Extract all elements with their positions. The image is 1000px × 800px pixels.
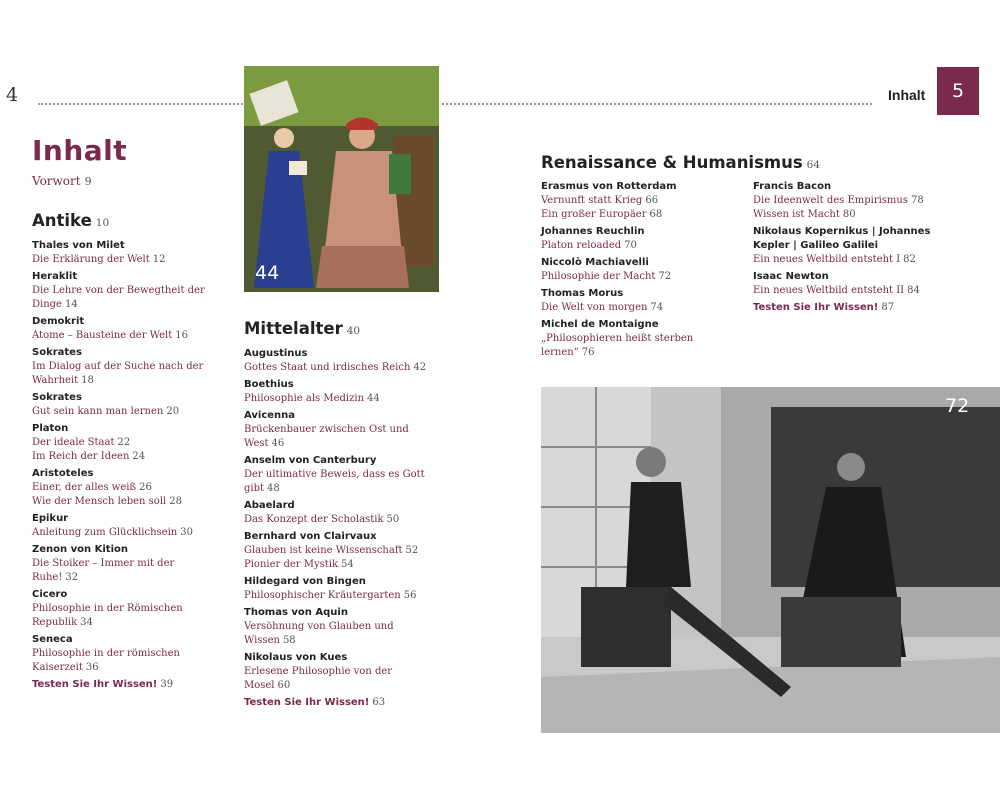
chapter-title: Ein großer Europäer xyxy=(541,209,647,220)
chapter-link[interactable] xyxy=(32,557,217,585)
chapter-title: Die Lehre von der Bewegtheit der Dinge xyxy=(32,285,205,310)
philosopher-name: Bernhard von Clairvaux xyxy=(244,531,377,542)
chapter-title: Versöhnung von Glauben und Wissen xyxy=(244,621,394,646)
chapter-page: 34 xyxy=(80,617,93,628)
philosopher-name: Hildegard von Bingen xyxy=(244,576,366,587)
chapter-title: Der ideale Staat xyxy=(32,437,115,448)
chapter-link[interactable] xyxy=(753,208,953,222)
philosopher-name: Thomas von Aquin xyxy=(244,607,348,618)
toc-entry xyxy=(244,347,434,375)
toc-entry xyxy=(32,422,217,464)
vorwort-entry[interactable] xyxy=(32,174,92,188)
chapter-title: Der ultimative Beweis, dass es Gott gibt xyxy=(244,469,425,494)
chapter-page: 18 xyxy=(81,375,94,386)
toc-entry xyxy=(541,180,731,222)
mittelalter-column xyxy=(244,318,434,710)
chapter-page: 80 xyxy=(842,209,856,220)
chapter-link[interactable] xyxy=(753,253,953,267)
toc-entry xyxy=(244,454,434,496)
philosopher-name: Sokrates xyxy=(32,347,82,358)
chapter-link[interactable] xyxy=(32,436,217,450)
philosopher-name: Heraklit xyxy=(32,271,78,282)
chapter-title: Atome – Bausteine der Welt xyxy=(32,330,173,341)
toc-entry xyxy=(541,225,731,253)
toc-list-renaissance-2 xyxy=(753,180,953,298)
toc-entry xyxy=(541,318,731,360)
chapter-link[interactable] xyxy=(541,301,731,315)
toc-entry xyxy=(32,588,217,630)
header-dotted-rule-left xyxy=(38,103,243,105)
chapter-title: Gottes Staat und irdisches Reich xyxy=(244,362,411,373)
toc-entry xyxy=(244,530,434,572)
toc-entry xyxy=(753,180,953,222)
toc-list-antike xyxy=(32,239,217,675)
toc-entry xyxy=(32,239,217,267)
toc-entry xyxy=(32,633,217,675)
chapter-title: Wissen ist Macht xyxy=(753,209,840,220)
chapter-link[interactable] xyxy=(32,647,217,675)
chapter-page: 28 xyxy=(169,496,182,507)
renaissance-column-1 xyxy=(541,180,731,363)
chapter-title: Das Konzept der Scholastik xyxy=(244,514,384,525)
chapter-page: 42 xyxy=(413,362,427,373)
page-title: Inhalt xyxy=(32,134,128,167)
chapter-title: Philosophie als Medizin xyxy=(244,393,365,404)
chapter-title: Die Erklärung der Welt xyxy=(32,254,150,265)
chapter-page: 54 xyxy=(341,559,354,570)
philosopher-name: Nikolaus von Kues xyxy=(244,652,348,663)
toc-entry xyxy=(244,409,434,451)
chapter-page: 22 xyxy=(117,437,131,448)
philosopher-name: Aristoteles xyxy=(32,468,94,479)
chapter-link[interactable] xyxy=(753,284,953,298)
section-heading-renaissance: Renaissance & Humanismus 64 xyxy=(541,153,821,172)
philosopher-name: Nikolaus Kopernikus | Johannes Kepler | Galileo Galilei xyxy=(753,226,931,251)
toc-entry xyxy=(541,256,731,284)
chapter-title: Philosophie der Macht xyxy=(541,271,656,282)
chapter-link[interactable] xyxy=(32,450,217,464)
chapter-title: Wie der Mensch leben soll xyxy=(32,496,167,507)
chapter-page: 48 xyxy=(267,483,280,494)
chapter-page: 32 xyxy=(65,572,79,583)
chapter-page: 30 xyxy=(180,527,193,538)
toc-list-mittelalter xyxy=(244,347,434,693)
antike-column xyxy=(32,210,217,692)
chapter-page: 24 xyxy=(132,451,146,462)
toc-entry xyxy=(32,512,217,540)
chapter-title: Philosophischer Kräutergarten xyxy=(244,590,401,601)
chapter-link[interactable] xyxy=(32,284,217,312)
chapter-link[interactable] xyxy=(541,208,731,222)
philosopher-name: Michel de Montaigne xyxy=(541,319,659,330)
chapter-title: Erlesene Philosophie von der Mosel xyxy=(244,666,393,691)
philosopher-name: Francis Bacon xyxy=(753,181,832,192)
chapter-title: Glauben ist keine Wissenschaft xyxy=(244,545,403,556)
chapter-link[interactable] xyxy=(32,405,217,419)
chapter-page: 70 xyxy=(624,240,637,251)
chapter-title: Die Welt von morgen xyxy=(541,302,648,313)
toc-entry xyxy=(244,575,434,603)
chapter-page: 16 xyxy=(175,330,189,341)
philosopher-name: Cicero xyxy=(32,589,68,600)
medieval-illustration xyxy=(244,66,439,292)
toc-entry xyxy=(32,270,217,312)
chapter-page: 60 xyxy=(277,680,291,691)
chapter-page: 56 xyxy=(403,590,417,601)
right-page-number: 5 xyxy=(951,80,965,102)
philosopher-name: Abaelard xyxy=(244,500,295,511)
chapter-title: Einer, der alles weiß xyxy=(32,482,137,493)
philosopher-name: Platon xyxy=(32,423,69,434)
header-dotted-rule-right xyxy=(442,103,872,105)
philosopher-name: Niccolò Machiavelli xyxy=(541,257,649,268)
chapter-page: 82 xyxy=(903,254,916,265)
chapter-link[interactable] xyxy=(244,589,434,603)
chapter-page: 26 xyxy=(139,482,152,493)
chapter-title: Vernunft statt Krieg xyxy=(541,195,643,206)
image-page-number-72: 72 xyxy=(945,395,970,417)
chapter-page: 36 xyxy=(85,662,99,673)
chapter-link[interactable] xyxy=(541,332,731,360)
philosopher-name: Anselm von Canterbury xyxy=(244,455,377,466)
chapter-link[interactable] xyxy=(32,602,217,630)
chapter-link[interactable] xyxy=(244,620,434,648)
chapter-title: Ein neues Weltbild entsteht I xyxy=(753,254,901,265)
chapter-link[interactable] xyxy=(32,253,217,267)
philosopher-name: Epikur xyxy=(32,513,69,524)
philosopher-name: Thomas Morus xyxy=(541,288,624,299)
chapter-link[interactable] xyxy=(32,360,217,388)
philosopher-name: Johannes Reuchlin xyxy=(541,226,645,237)
toc-entry xyxy=(32,467,217,509)
toc-entry xyxy=(32,315,217,343)
toc-entry xyxy=(244,378,434,406)
vorwort-page: 9 xyxy=(84,175,92,188)
right-page-number-tab xyxy=(937,67,979,115)
left-page-number: 4 xyxy=(6,84,19,106)
chapter-link[interactable] xyxy=(244,361,434,375)
chapter-link[interactable] xyxy=(244,468,434,496)
chapter-page: 58 xyxy=(282,635,296,646)
philosopher-name: Avicenna xyxy=(244,410,296,421)
toc-entry xyxy=(753,270,953,298)
section-heading-antike: Antike 10 xyxy=(32,211,110,230)
chapter-title: „Philosophieren heißt sterben lernen“ xyxy=(541,333,694,358)
chapter-page: 20 xyxy=(166,406,180,417)
chapter-link[interactable] xyxy=(32,481,217,495)
test-link-antike[interactable]: Testen Sie Ihr Wissen! 39 xyxy=(32,679,174,690)
chapter-link[interactable] xyxy=(244,513,434,527)
chapter-title: Anleitung zum Glücklichsein xyxy=(32,527,178,538)
renaissance-column-2 xyxy=(753,180,953,315)
chapter-page: 66 xyxy=(645,195,659,206)
chapter-link[interactable] xyxy=(244,423,434,451)
chapter-page: 68 xyxy=(649,209,663,220)
chapter-link[interactable] xyxy=(753,194,953,208)
chapter-page: 50 xyxy=(386,514,400,525)
chapter-page: 46 xyxy=(271,438,285,449)
section-heading-mittelalter: Mittelalter 40 xyxy=(244,319,361,338)
chapter-title: Die Ideenwelt des Empirismus xyxy=(753,195,908,206)
chapter-link[interactable] xyxy=(32,526,217,540)
chapter-link[interactable] xyxy=(244,392,434,406)
chapter-link[interactable] xyxy=(32,495,217,509)
toc-entry xyxy=(32,543,217,585)
chapter-page: 76 xyxy=(581,347,595,358)
chapter-page: 12 xyxy=(152,254,166,265)
vorwort-label: Vorwort xyxy=(32,174,81,188)
philosopher-name: Seneca xyxy=(32,634,73,645)
chapter-title: Gut sein kann man lernen xyxy=(32,406,164,417)
philosopher-name: Boethius xyxy=(244,379,294,390)
chapter-page: 52 xyxy=(405,545,419,556)
philosopher-name: Demokrit xyxy=(32,316,85,327)
chapter-title: Ein neues Weltbild entsteht II xyxy=(753,285,905,296)
chapter-title: Pionier der Mystik xyxy=(244,559,339,570)
philosopher-name: Augustinus xyxy=(244,348,308,359)
chapter-title: Philosophie in der Römischen Republik xyxy=(32,603,183,628)
philosopher-name: Zenon von Kition xyxy=(32,544,128,555)
philosopher-name: Erasmus von Rotterdam xyxy=(541,181,677,192)
chapter-title: Die Stoiker – Immer mit der Ruhe! xyxy=(32,558,175,583)
header-title: Inhalt xyxy=(888,87,926,103)
philosopher-name: Sokrates xyxy=(32,392,82,403)
chapter-page: 14 xyxy=(64,299,78,310)
chapter-title: Brückenbauer zwischen Ost und West xyxy=(244,424,409,449)
toc-list-renaissance-1 xyxy=(541,180,731,360)
chapter-page: 84 xyxy=(907,285,920,296)
toc-entry xyxy=(244,606,434,648)
chapter-link[interactable] xyxy=(244,558,434,572)
chapter-link[interactable] xyxy=(541,270,731,284)
chapter-page: 74 xyxy=(650,302,664,313)
philosopher-name: Isaac Newton xyxy=(753,271,829,282)
toc-entry xyxy=(32,346,217,388)
chapter-link[interactable] xyxy=(541,239,731,253)
test-link-mittelalter[interactable]: Testen Sie Ihr Wissen! 63 xyxy=(244,697,386,708)
chapter-link[interactable] xyxy=(541,194,731,208)
toc-entry xyxy=(753,225,953,267)
renaissance-illustration xyxy=(541,387,1000,733)
chapter-title: Platon reloaded xyxy=(541,240,622,251)
toc-entry xyxy=(541,287,731,315)
chapter-title: Im Dialog auf der Suche nach der Wahrheit xyxy=(32,361,204,386)
toc-entry xyxy=(244,499,434,527)
chapter-page: 44 xyxy=(367,393,380,404)
chapter-link[interactable] xyxy=(244,665,434,693)
toc-entry xyxy=(32,391,217,419)
chapter-page: 78 xyxy=(911,195,924,206)
chapter-link[interactable] xyxy=(32,329,217,343)
chapter-page: 72 xyxy=(658,271,672,282)
toc-entry xyxy=(244,651,434,693)
chapter-link[interactable] xyxy=(244,544,434,558)
philosopher-name: Thales von Milet xyxy=(32,240,125,251)
image-page-number-44: 44 xyxy=(255,262,280,284)
test-link-renaissance[interactable]: Testen Sie Ihr Wissen! 87 xyxy=(753,302,895,313)
chapter-title: Im Reich der Ideen xyxy=(32,451,130,462)
chapter-title: Philosophie in der römischen Kaiserzeit xyxy=(32,648,180,673)
